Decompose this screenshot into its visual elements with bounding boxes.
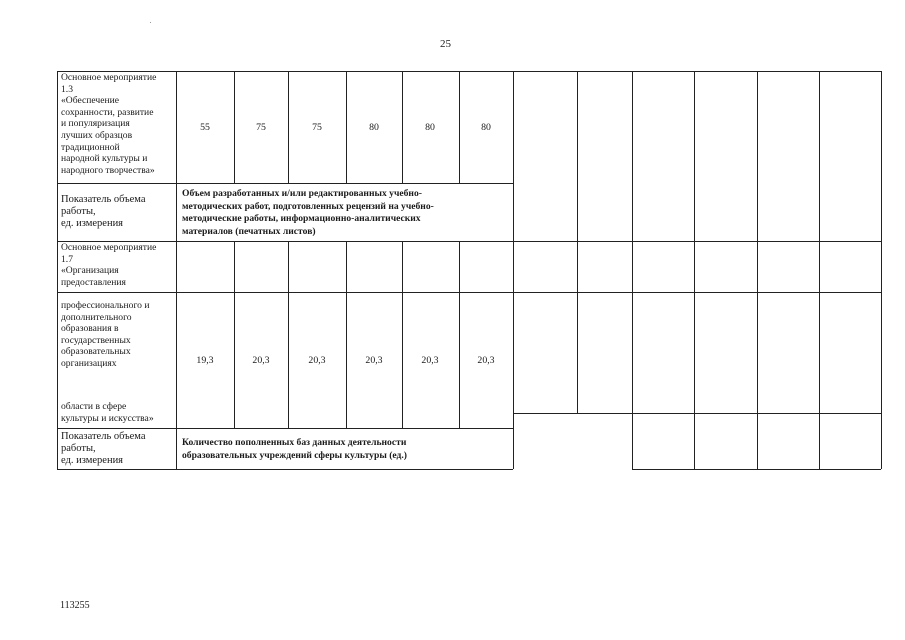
column-divider bbox=[459, 241, 460, 428]
table-border-bottom bbox=[57, 469, 513, 470]
value-cell: 19,3 bbox=[196, 355, 214, 366]
value-cell: 20,3 bbox=[421, 355, 439, 366]
table-border-bottom bbox=[632, 469, 881, 470]
value-cell: 20,3 bbox=[477, 355, 495, 366]
value-cell: 20,3 bbox=[308, 355, 326, 366]
value-cell: 20,3 bbox=[252, 355, 270, 366]
column-divider bbox=[757, 71, 758, 469]
column-divider bbox=[288, 71, 289, 183]
value-cell: 20,3 bbox=[365, 355, 383, 366]
value-cell: 75 bbox=[256, 122, 266, 133]
column-divider bbox=[402, 71, 403, 183]
column-divider bbox=[577, 71, 578, 413]
indicator-description: Количество пополненных баз данных деятельности образовательных учреждений сферы культуры (ед.) bbox=[182, 437, 407, 461]
column-divider bbox=[234, 241, 235, 428]
row-divider bbox=[57, 428, 513, 429]
event-label: Основное мероприятие 1.3 «Обеспечение сохранности, развитие и популяризация лучших образцов традиционной народной культуры и народного творчества» bbox=[61, 72, 157, 176]
document-code: 113255 bbox=[60, 600, 90, 611]
column-divider bbox=[632, 71, 633, 469]
indicator-description: Объем разработанных и/или редактированных учебно- методических работ, подготовленных рецензий на учебно- методические работы, информационно-аналитических материалов (печатных листов) bbox=[182, 188, 434, 237]
value-cell: 75 bbox=[312, 122, 322, 133]
event-label-continued: области в сфере культуры и искусства» bbox=[61, 401, 154, 424]
column-divider bbox=[176, 71, 177, 469]
column-divider bbox=[288, 241, 289, 428]
page-number: 25 bbox=[440, 38, 451, 50]
column-divider bbox=[234, 71, 235, 183]
column-divider bbox=[694, 71, 695, 469]
indicator-label: Показатель объема работы, ед. измерения bbox=[61, 431, 146, 467]
column-divider bbox=[346, 71, 347, 183]
row-divider bbox=[513, 413, 881, 414]
event-label: Основное мероприятие 1.7 «Организация предоставления bbox=[61, 242, 157, 288]
value-cell: 80 bbox=[481, 122, 491, 133]
scan-artifact bbox=[150, 22, 151, 23]
column-divider bbox=[459, 71, 460, 183]
column-divider bbox=[819, 71, 820, 469]
table-border-left bbox=[57, 71, 58, 469]
column-divider bbox=[402, 241, 403, 428]
column-divider bbox=[513, 71, 514, 469]
row-divider bbox=[57, 183, 513, 184]
value-cell: 55 bbox=[200, 122, 210, 133]
event-label-continued: профессионального и дополнительного образования в государственных образовательных организациях bbox=[61, 300, 150, 369]
value-cell: 80 bbox=[425, 122, 435, 133]
indicator-label: Показатель объема работы, ед. измерения bbox=[61, 194, 146, 230]
value-cell: 80 bbox=[369, 122, 379, 133]
table-border-right bbox=[881, 71, 882, 469]
column-divider bbox=[346, 241, 347, 428]
